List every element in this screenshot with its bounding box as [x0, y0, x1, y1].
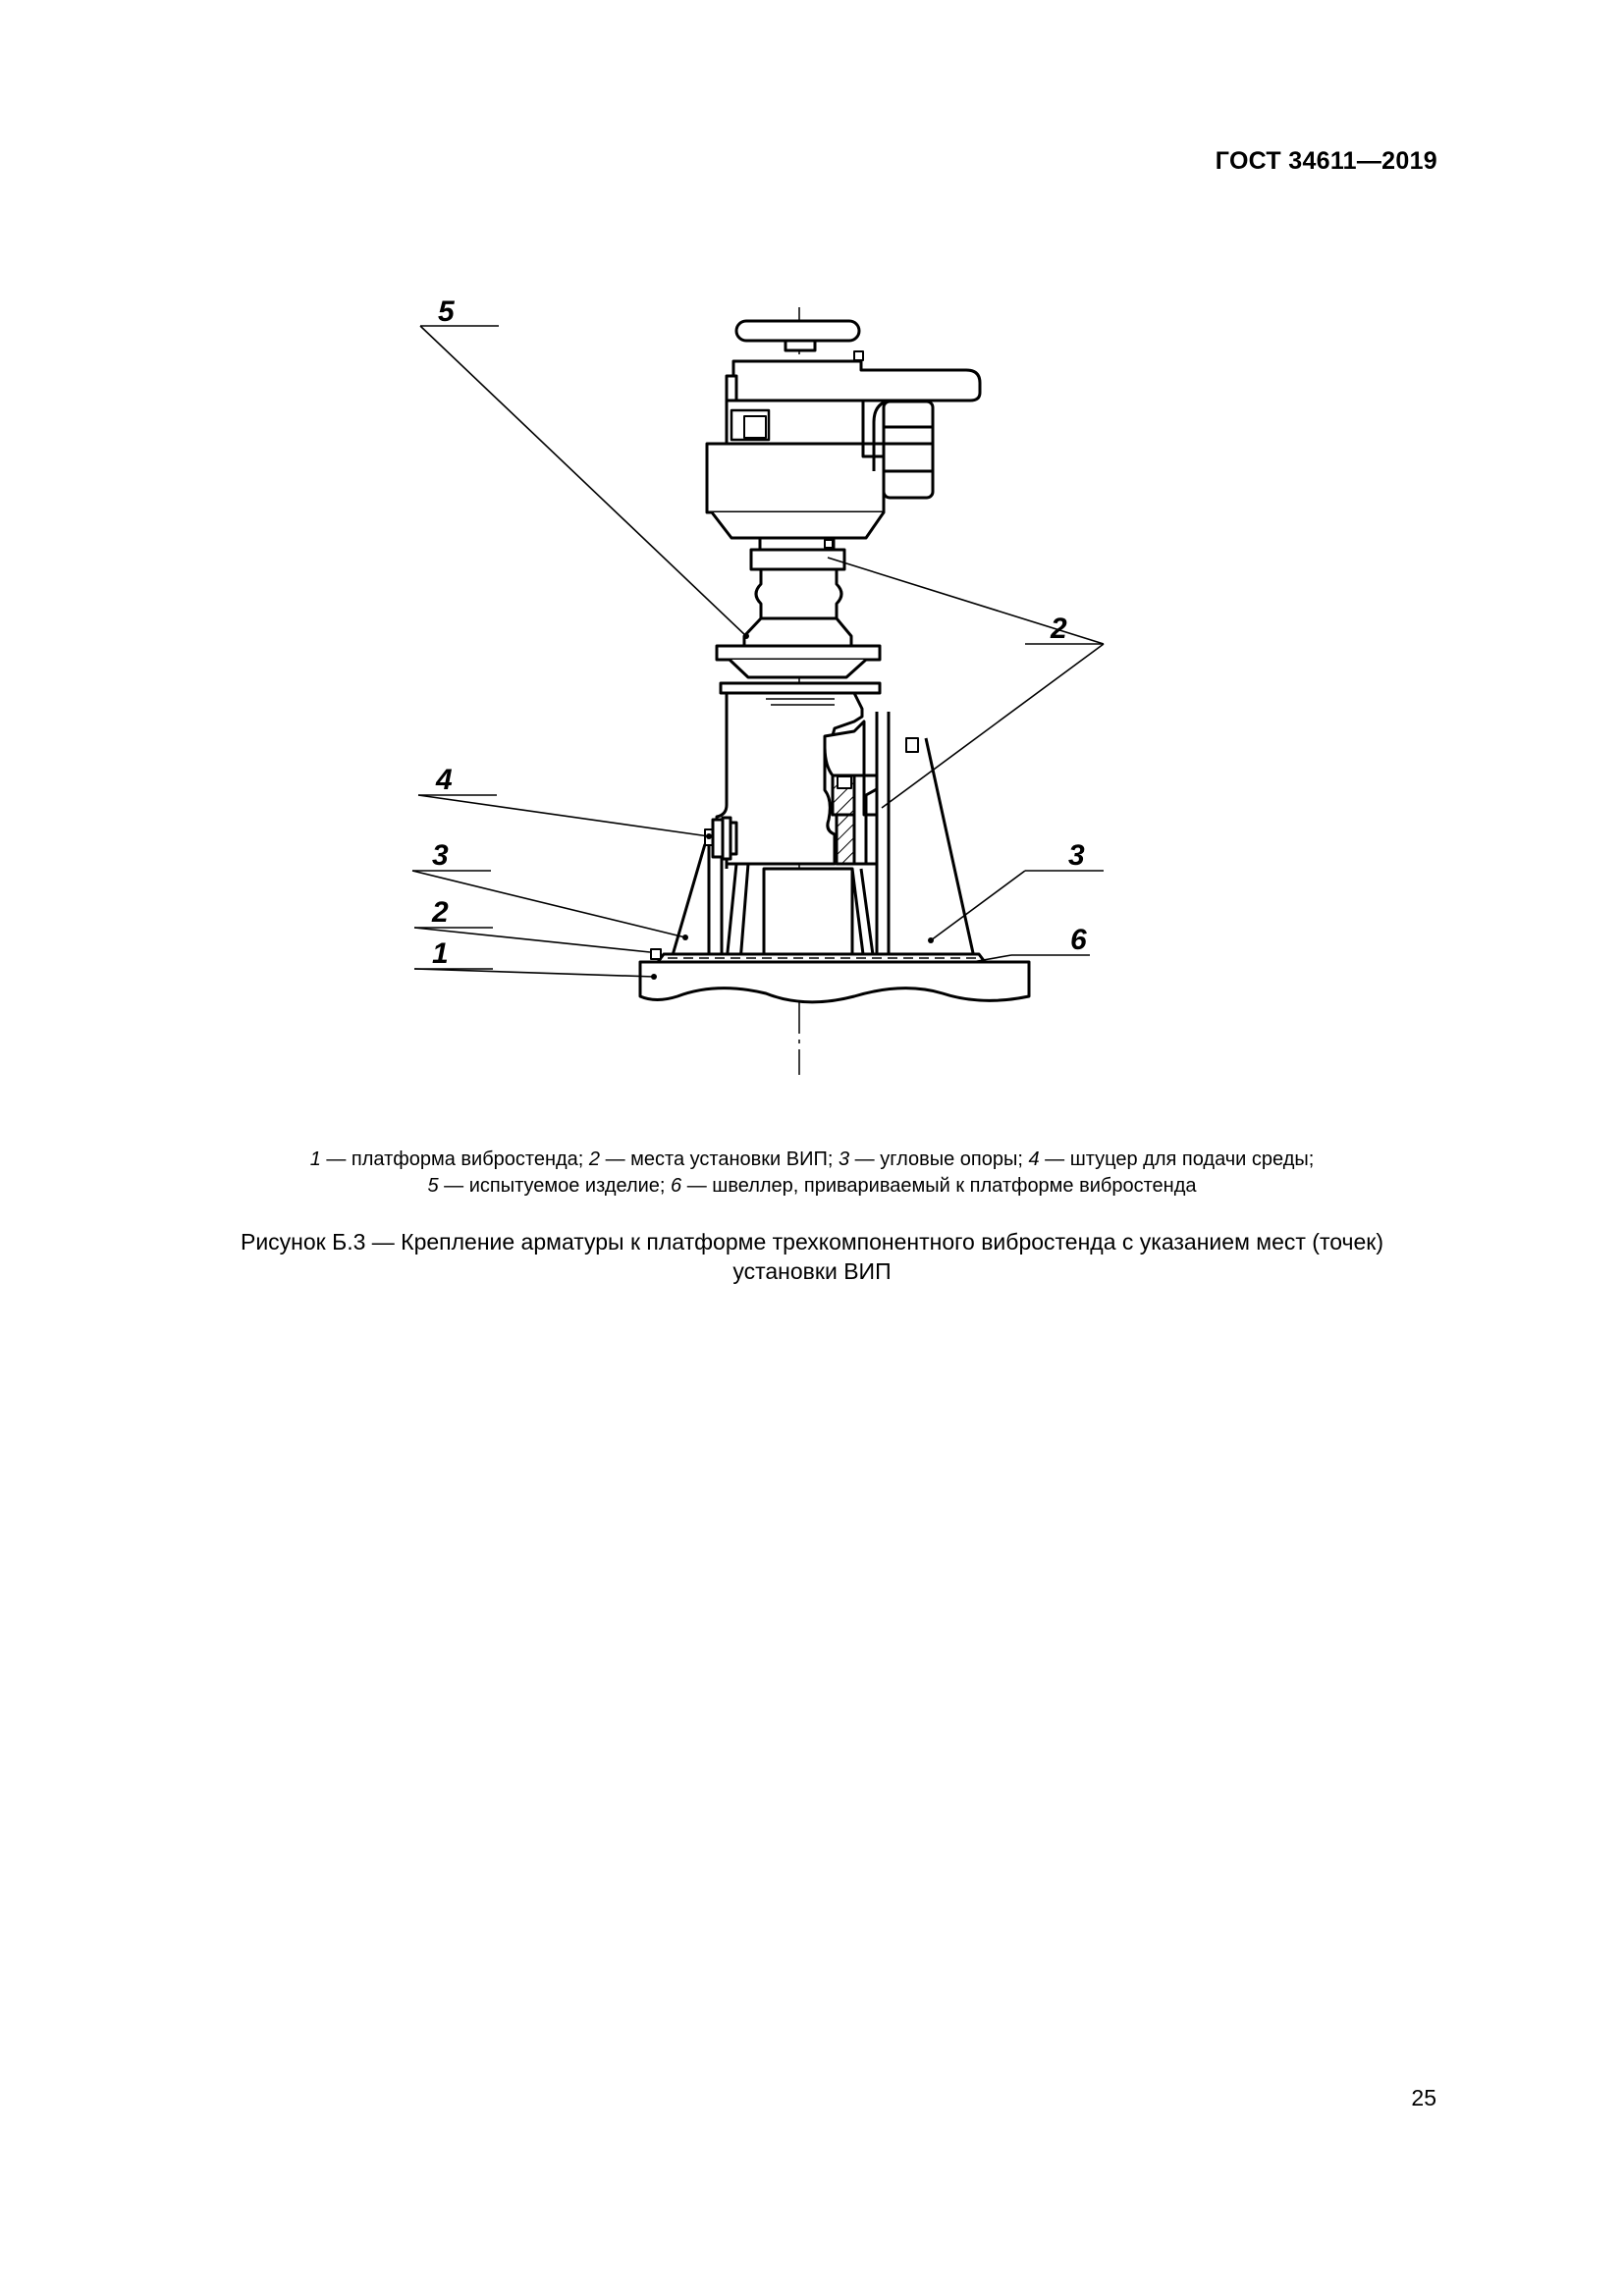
legend-line-2 [137, 1173, 1487, 1200]
legend-text: — штуцер для подачи среды; [1039, 1148, 1315, 1170]
figure-caption [137, 1227, 1487, 1286]
caption-line-1: Рисунок Б.3 — Крепление арматуры к платформе трехкомпонентного вибростенда с указанием мест (точек) [240, 1229, 1384, 1255]
callout-5: 5 [438, 295, 455, 328]
legend-num: 2 [588, 1148, 601, 1170]
legend-text: — платформа вибростенда; [320, 1148, 589, 1170]
drawing-canvas [393, 285, 1178, 1099]
caption-line-2: установки ВИП [732, 1258, 892, 1284]
callout-1: 1 [432, 937, 449, 970]
figure-legend [137, 1147, 1487, 1200]
document-designation: ГОСТ 34611—2019 [1215, 147, 1437, 175]
legend-line-1 [137, 1147, 1487, 1173]
callout-4: 4 [436, 764, 453, 796]
legend-text: — испытуемое изделие; [438, 1175, 672, 1197]
lower-support [727, 864, 874, 962]
legend-text: — места установки ВИП; [600, 1148, 839, 1170]
legend-text: — швеллер, привариваемый к платформе вибростенда [681, 1175, 1197, 1197]
legend-num: 6 [671, 1175, 682, 1197]
technical-drawing [393, 285, 1178, 1099]
legend-num: 5 [427, 1175, 439, 1197]
callout-2-left: 2 [432, 896, 449, 929]
callout-3-right: 3 [1068, 839, 1085, 872]
callout-2-top: 2 [1051, 613, 1067, 645]
legend-num: 3 [838, 1148, 850, 1170]
page-number: 25 [1411, 2085, 1436, 2110]
callout-6: 6 [1070, 924, 1087, 956]
legend-text: — угловые опоры; [849, 1148, 1029, 1170]
legend-num: 4 [1028, 1148, 1040, 1170]
legend-num: 1 [309, 1148, 321, 1170]
callout-3-left: 3 [432, 839, 449, 872]
actuator-head [707, 361, 1006, 538]
